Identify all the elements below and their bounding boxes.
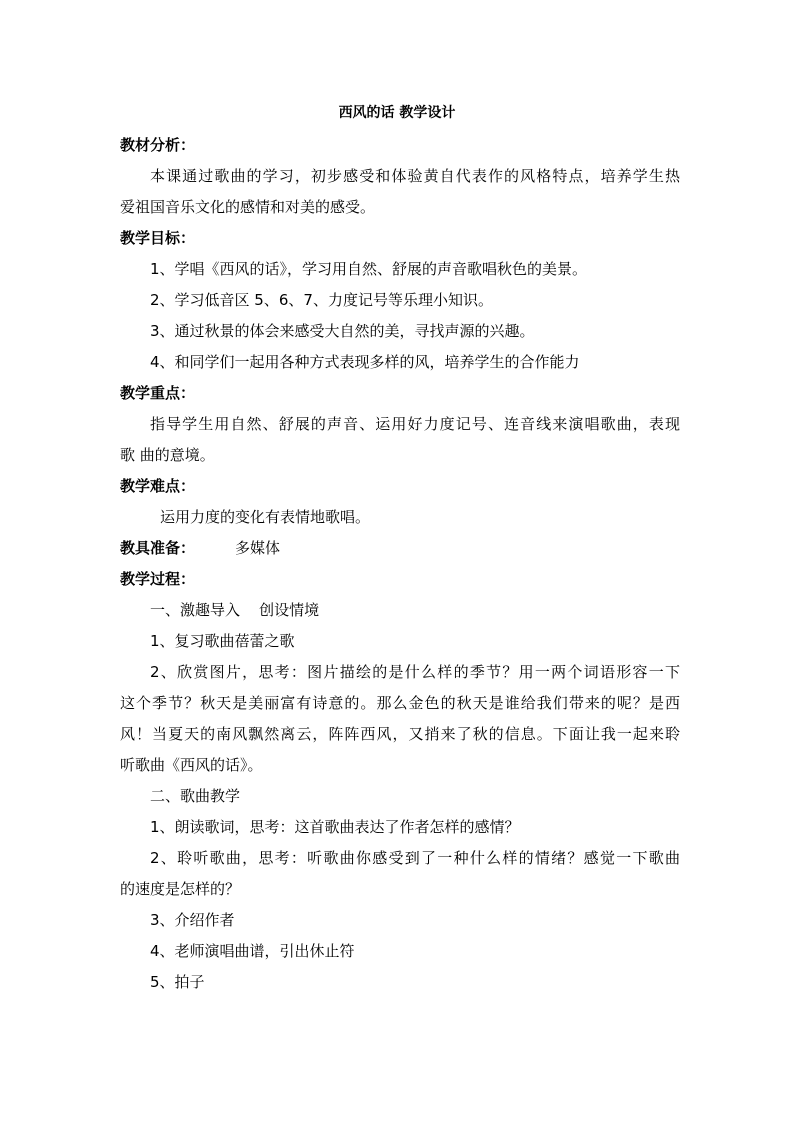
step1-item-2-line-4: 听歌曲《西风的话》。 [120,756,263,774]
step2-title: 二、歌曲教学 [150,787,241,805]
step1-title: 一、激趣导入 创设情境 [150,601,320,619]
step1-item-2-line-3: 风！当夏天的南风飘然离云，阵阵西风，又捎来了秋的信息。下面让我一起来聆 [120,725,680,743]
tools-heading: 教具准备： [120,539,196,557]
step2-item-2-line-2: 的速度是怎样的？ [120,880,241,898]
key-points-line-1: 指导学生用自然、舒展的声音、运用好力度记号、连音线来演唱歌曲，表现 [150,415,680,433]
analysis-text-line-1: 本课通过歌曲的学习，初步感受和体验黄自代表作的风格特点，培养学生热 [150,167,680,185]
goal-item-1: 1、学唱《西风的话》，学习用自然、舒展的声音歌唱秋色的美景。 [150,260,588,278]
step2-item-1: 1、朗读歌词，思考：这首歌曲表达了作者怎样的感情？ [150,818,520,836]
tools-row [120,537,680,559]
key-points-line-2: 歌 曲的意境。 [120,446,215,464]
goal-item-4: 4、和同学们一起用各种方式表现多样的风，培养学生的合作能力 [150,353,580,371]
goal-item-3: 3、通过秋景的体会来感受大自然的美，寻找声源的兴趣。 [150,322,535,340]
step2-item-3: 3、介绍作者 [150,911,235,929]
step1-item-1: 1、复习歌曲蓓蕾之歌 [150,632,295,650]
analysis-heading: 教材分析： [120,136,196,154]
process-heading: 教学过程： [120,570,196,588]
step2-item-5: 5、拍子 [150,973,205,991]
key-points-heading: 教学重点： [120,384,196,402]
tools-value: 多媒体 [235,539,281,557]
step2-item-2-line-1: 2、聆听歌曲，思考：听歌曲你感受到了一种什么样的情绪？感觉一下歌曲 [150,849,680,867]
step1-item-2-line-1: 2、欣赏图片，思考：图片描绘的是什么样的季节？用一两个词语形容一下 [150,663,680,681]
difficulty-text: 运用力度的变化有表情地歌唱。 [160,508,371,526]
analysis-text-line-2: 爱祖国音乐文化的感情和对美的感受。 [120,198,376,216]
step2-item-4: 4、老师演唱曲谱，引出休止符 [150,942,355,960]
goal-item-2: 2、学习低音区 5、6、7、力度记号等乐理小知识。 [150,291,493,309]
document-title: 西风的话 教学设计 [338,105,456,121]
step1-item-2-line-2: 这个季节？秋天是美丽富有诗意的。那么金色的秋天是谁给我们带来的呢？是西 [120,694,680,712]
difficulty-heading: 教学难点： [120,477,196,495]
goals-heading: 教学目标： [120,229,196,247]
